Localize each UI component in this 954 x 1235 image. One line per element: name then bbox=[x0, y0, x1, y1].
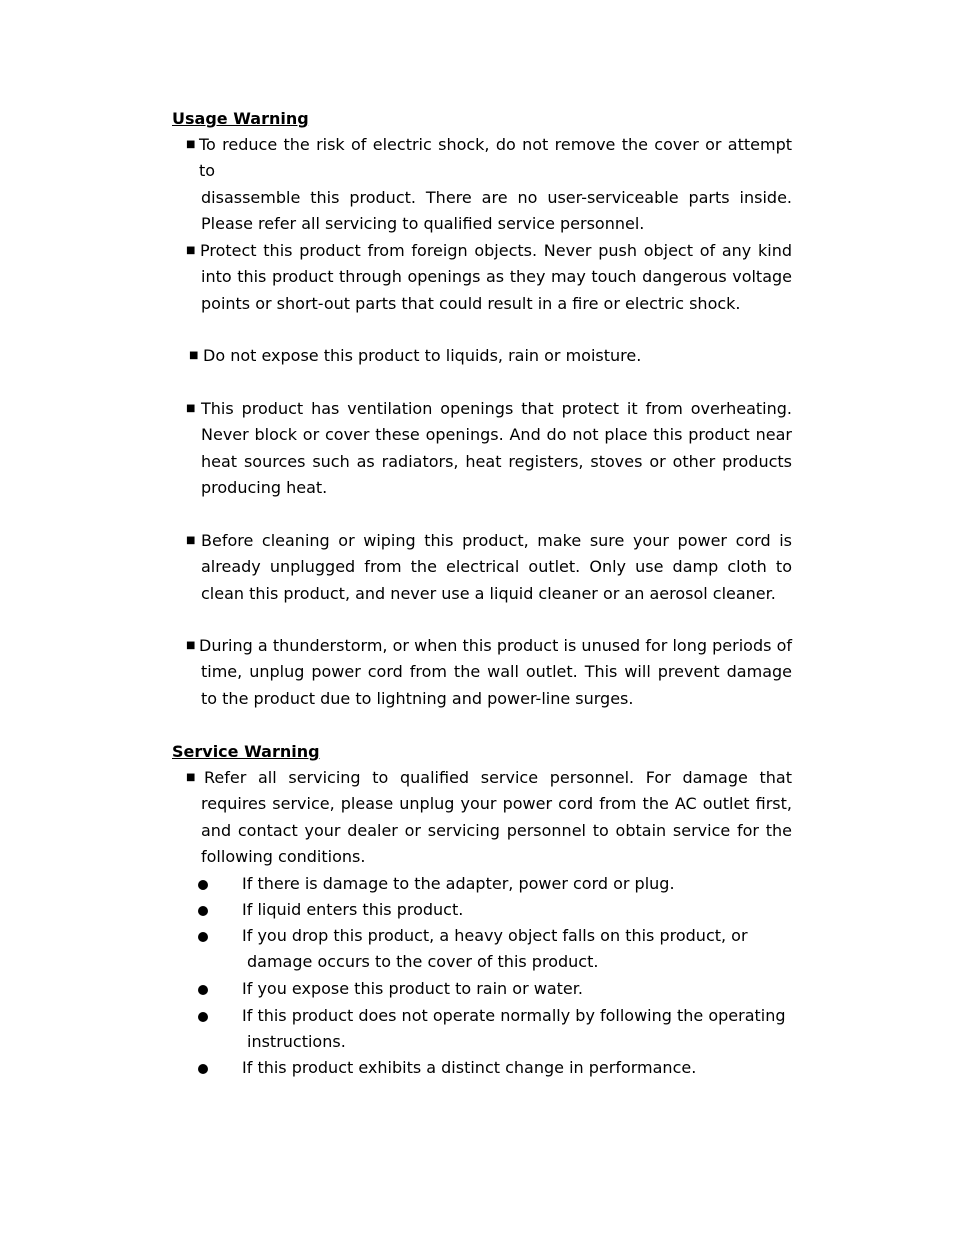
usage-item-1-line-3: Please refer all servicing to qualified service personnel. bbox=[201, 213, 645, 233]
usage-item-2-line-1: Protect this product from foreign objects. Never push object of any kind bbox=[200, 241, 792, 260]
service-intro-line-2: requires service, please unplug your power cord from the AC outlet first, bbox=[201, 794, 792, 814]
usage-item-2-line-2: into this product through openings as they may touch dangerous voltage bbox=[201, 267, 792, 287]
condition-item-3-text: If you drop this product, a heavy object falls on this product, or bbox=[242, 926, 748, 945]
square-bullet-icon: ■ bbox=[186, 403, 196, 414]
usage-item-6-line-1: During a thunderstorm, or when this product is unused for long periods of bbox=[199, 636, 792, 655]
usage-item-6-line-3: to the product due to lightning and power-line surges. bbox=[201, 688, 634, 708]
condition-item-6 bbox=[198, 1055, 798, 1081]
square-bullet-icon: ■ bbox=[186, 772, 196, 783]
usage-item-1-line-1: To reduce the risk of electric shock, do not remove the cover or attempt to bbox=[199, 135, 792, 181]
usage-item-6 bbox=[186, 633, 792, 712]
condition-item-5 bbox=[198, 1003, 798, 1056]
condition-item-2-text: If liquid enters this product. bbox=[242, 900, 464, 919]
usage-item-4 bbox=[186, 396, 792, 501]
usage-item-5 bbox=[186, 528, 792, 607]
round-bullet-icon bbox=[198, 985, 208, 995]
round-bullet-icon bbox=[198, 906, 208, 916]
condition-item-4 bbox=[198, 976, 798, 1002]
service-warning-heading: Service Warning bbox=[172, 742, 320, 761]
usage-warning-heading: Usage Warning bbox=[172, 109, 309, 128]
usage-item-3-line-1: Do not expose this product to liquids, rain or moisture. bbox=[203, 346, 642, 365]
round-bullet-icon bbox=[198, 880, 208, 890]
square-bullet-icon: ■ bbox=[189, 350, 199, 361]
square-bullet-icon: ■ bbox=[186, 535, 196, 546]
usage-item-6-line-2: time, unplug power cord from the wall outlet. This will prevent damage bbox=[201, 662, 792, 682]
condition-item-1 bbox=[198, 871, 798, 897]
service-intro bbox=[186, 765, 792, 870]
square-bullet-icon: ■ bbox=[186, 640, 196, 651]
service-intro-line-4: following conditions. bbox=[201, 846, 366, 866]
round-bullet-icon bbox=[198, 932, 208, 942]
usage-item-4-line-3: heat sources such as radiators, heat registers, stoves or other products bbox=[201, 451, 792, 471]
condition-item-5-text: If this product does not operate normally by following the operating bbox=[242, 1006, 786, 1025]
condition-item-6-text: If this product exhibits a distinct change in performance. bbox=[242, 1058, 697, 1077]
usage-item-4-line-4: producing heat. bbox=[201, 477, 328, 497]
round-bullet-icon bbox=[198, 1012, 208, 1022]
usage-item-5-line-3: clean this product, and never use a liquid cleaner or an aerosol cleaner. bbox=[201, 583, 776, 603]
condition-item-3-continuation: damage occurs to the cover of this product. bbox=[247, 952, 599, 972]
usage-item-1-line-2: disassemble this product. There are no user-serviceable parts inside. bbox=[201, 187, 792, 207]
service-intro-line-3: and contact your dealer or servicing personnel to obtain service for the bbox=[201, 820, 792, 840]
usage-item-2-line-3: points or short-out parts that could result in a fire or electric shock. bbox=[201, 293, 741, 313]
usage-item-5-line-2: already unplugged from the electrical outlet. Only use damp cloth to bbox=[201, 557, 792, 577]
square-bullet-icon: ■ bbox=[186, 245, 196, 256]
usage-item-3 bbox=[189, 343, 795, 369]
usage-item-4-line-1: This product has ventilation openings that protect it from overheating. bbox=[201, 399, 792, 418]
service-intro-line-1: Refer all servicing to qualified service personnel. For damage that bbox=[204, 768, 792, 787]
condition-item-2 bbox=[198, 897, 798, 923]
round-bullet-icon bbox=[198, 1064, 208, 1074]
condition-item-4-text: If you expose this product to rain or water. bbox=[242, 979, 583, 998]
usage-item-1 bbox=[186, 132, 792, 237]
usage-item-4-line-2: Never block or cover these openings. And do not place this product near bbox=[201, 425, 792, 445]
condition-item-5-continuation: instructions. bbox=[247, 1032, 346, 1052]
condition-item-3 bbox=[198, 923, 798, 976]
usage-item-5-line-1: Before cleaning or wiping this product, make sure your power cord is bbox=[201, 531, 792, 550]
usage-item-2 bbox=[186, 238, 792, 317]
condition-item-1-text: If there is damage to the adapter, power cord or plug. bbox=[242, 874, 675, 893]
square-bullet-icon: ■ bbox=[186, 139, 196, 150]
